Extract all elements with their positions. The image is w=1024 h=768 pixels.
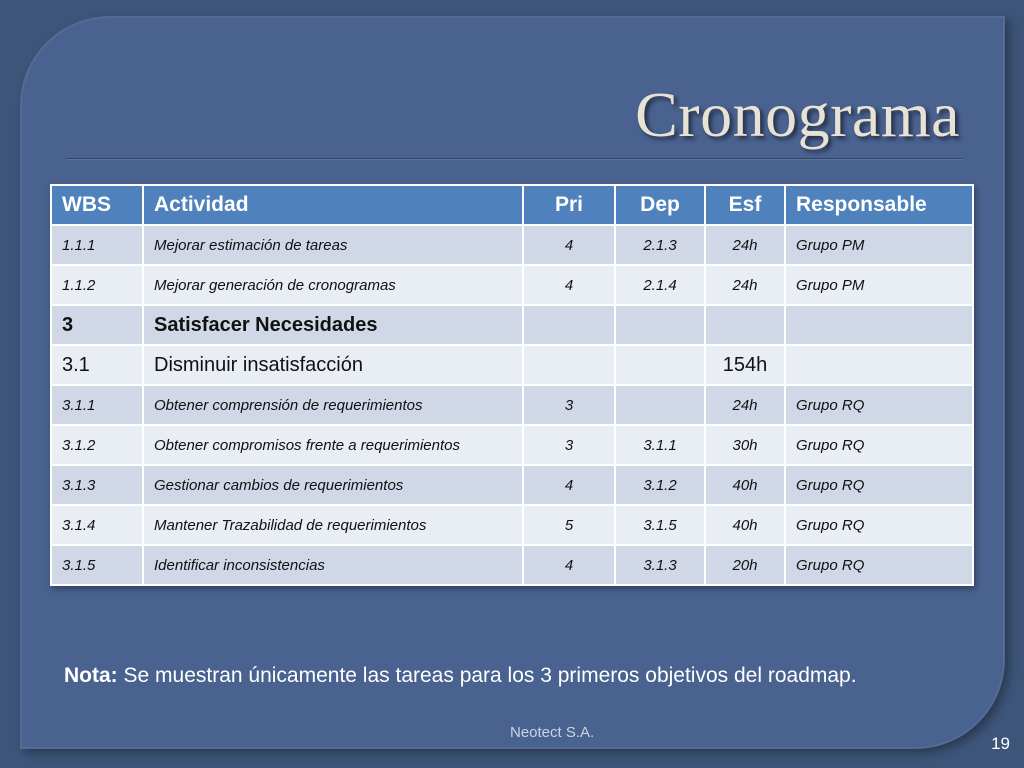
note-label: Nota: xyxy=(64,664,118,687)
cell-wbs: 1.1.1 xyxy=(51,225,143,265)
cell-responsable: Grupo RQ xyxy=(785,425,973,465)
table-header-row xyxy=(51,185,973,225)
cell-wbs: 3.1.1 xyxy=(51,385,143,425)
title-divider xyxy=(66,158,962,160)
cell-pri: 3 xyxy=(523,425,615,465)
cell-esf: 40h xyxy=(705,465,785,505)
footnote xyxy=(64,664,964,688)
cell-responsable xyxy=(785,345,973,385)
cell-responsable: Grupo PM xyxy=(785,225,973,265)
cell-esf: 40h xyxy=(705,505,785,545)
table-row xyxy=(51,225,973,265)
cell-responsable: Grupo RQ xyxy=(785,465,973,505)
cell-dep: 3.1.2 xyxy=(615,465,705,505)
cell-actividad: Obtener comprensión de requerimientos xyxy=(143,385,523,425)
table-row xyxy=(51,465,973,505)
table-row xyxy=(51,305,973,345)
cell-esf: 24h xyxy=(705,385,785,425)
cell-wbs: 3 xyxy=(51,305,143,345)
schedule-table xyxy=(50,184,974,586)
cell-actividad: Mejorar generación de cronogramas xyxy=(143,265,523,305)
header-pri: Pri xyxy=(523,185,615,225)
cell-responsable: Grupo RQ xyxy=(785,545,973,585)
table-row xyxy=(51,505,973,545)
cell-wbs: 3.1.4 xyxy=(51,505,143,545)
cell-pri: 4 xyxy=(523,265,615,305)
slide-title: Cronograma xyxy=(635,79,960,150)
cell-responsable: Grupo RQ xyxy=(785,505,973,545)
table-row xyxy=(51,265,973,305)
cell-dep xyxy=(615,305,705,345)
cell-wbs: 3.1.5 xyxy=(51,545,143,585)
cell-actividad: Gestionar cambios de requerimientos xyxy=(143,465,523,505)
cell-actividad: Identificar inconsistencias xyxy=(143,545,523,585)
cell-pri: 3 xyxy=(523,385,615,425)
cell-dep: 2.1.3 xyxy=(615,225,705,265)
cell-actividad: Mejorar estimación de tareas xyxy=(143,225,523,265)
cell-responsable xyxy=(785,305,973,345)
cell-dep: 3.1.1 xyxy=(615,425,705,465)
table-row xyxy=(51,425,973,465)
header-dep: Dep xyxy=(615,185,705,225)
header-responsable: Responsable xyxy=(785,185,973,225)
cell-pri xyxy=(523,305,615,345)
cell-pri: 5 xyxy=(523,505,615,545)
table-row xyxy=(51,385,973,425)
cell-esf xyxy=(705,305,785,345)
cell-dep: 2.1.4 xyxy=(615,265,705,305)
cell-esf: 30h xyxy=(705,425,785,465)
cell-actividad: Satisfacer Necesidades xyxy=(143,305,523,345)
cell-pri: 4 xyxy=(523,225,615,265)
cell-pri: 4 xyxy=(523,545,615,585)
cell-dep xyxy=(615,345,705,385)
footer-company: Neotect S.A. xyxy=(510,724,595,741)
cell-actividad: Obtener compromisos frente a requerimientos xyxy=(143,425,523,465)
table-row xyxy=(51,345,973,385)
cell-esf: 154h xyxy=(705,345,785,385)
cell-actividad: Mantener Trazabilidad de requerimientos xyxy=(143,505,523,545)
cell-pri: 4 xyxy=(523,465,615,505)
cell-responsable: Grupo RQ xyxy=(785,385,973,425)
cell-wbs: 1.1.2 xyxy=(51,265,143,305)
cell-wbs: 3.1 xyxy=(51,345,143,385)
header-actividad: Actividad xyxy=(143,185,523,225)
cell-dep xyxy=(615,385,705,425)
cell-esf: 24h xyxy=(705,225,785,265)
cell-responsable: Grupo PM xyxy=(785,265,973,305)
header-esf: Esf xyxy=(705,185,785,225)
table-row xyxy=(51,545,973,585)
page-number: 19 xyxy=(991,734,1010,753)
note-text: Se muestran únicamente las tareas para los 3 primeros objetivos del roadmap. xyxy=(123,664,857,687)
cell-dep: 3.1.5 xyxy=(615,505,705,545)
cell-pri xyxy=(523,345,615,385)
cell-dep: 3.1.3 xyxy=(615,545,705,585)
header-wbs: WBS xyxy=(51,185,143,225)
cell-esf: 20h xyxy=(705,545,785,585)
cell-wbs: 3.1.3 xyxy=(51,465,143,505)
cell-wbs: 3.1.2 xyxy=(51,425,143,465)
cell-actividad: Disminuir insatisfacción xyxy=(143,345,523,385)
cell-esf: 24h xyxy=(705,265,785,305)
